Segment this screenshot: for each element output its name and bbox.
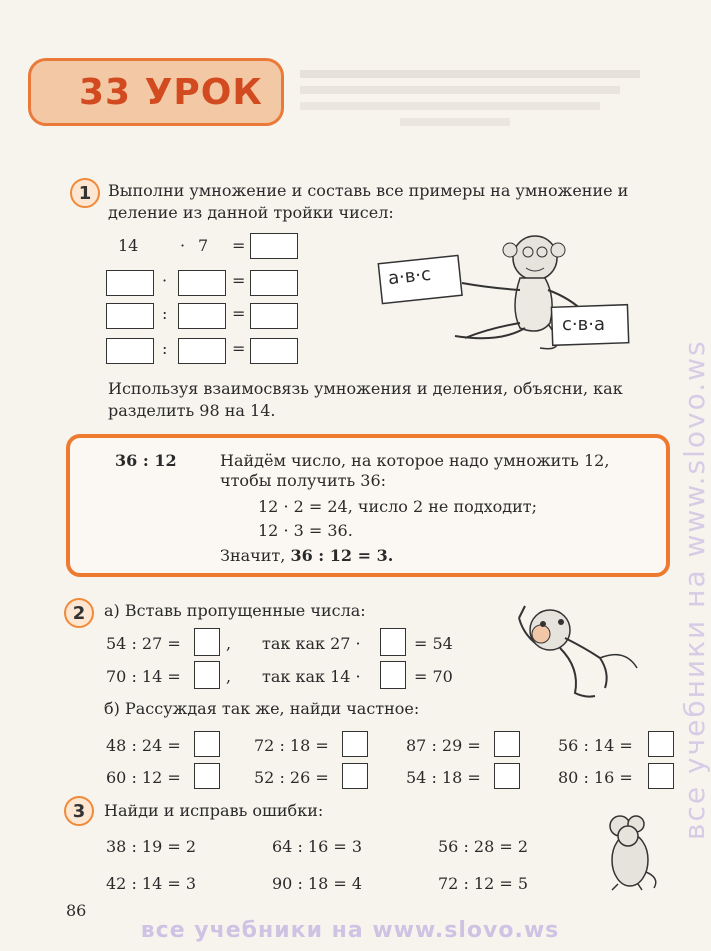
quotient-expression: 72 : 18 = [254,736,329,755]
task-1-row1-b: 7 [198,236,209,255]
task-1-number-text: 1 [78,182,92,204]
task-3-number [64,796,94,826]
quotient-expression: 60 : 12 = [106,768,181,787]
example-line2: чтобы получить 36: [220,471,387,490]
answer-box[interactable] [194,731,220,757]
operator: · [162,271,168,290]
task-1-row1-eq: = [232,236,246,255]
card-left-text: a·в·c [387,263,432,290]
operator: : [162,304,168,323]
error-equation: 38 : 19 = 2 [106,837,197,856]
answer-box[interactable] [342,763,368,789]
bottom-watermark: все учебники на www.slovo.ws [140,918,560,943]
running-monkey-illustration [505,598,645,708]
monkey-illustration [370,228,640,358]
equals-sign: = [232,304,246,323]
task-2-row1-right: = 54 [414,634,453,653]
answer-box[interactable] [178,303,226,329]
answer-box[interactable] [250,338,298,364]
comma: , [226,667,232,686]
task-1-question-line2: разделить 98 на 14. [108,401,276,420]
quotient-expression: 48 : 24 = [106,736,181,755]
task-2-number-text: 2 [72,602,86,624]
card-right-text: c·в·a [562,314,605,335]
task-1-line1: Выполни умножение и составь все примеры на умножение и [108,181,629,200]
answer-box[interactable] [250,233,298,259]
example-line1: Найдём число, на которое надо умножить 12, [220,451,610,470]
task-1-line2: деление из данной тройки чисел: [108,203,394,222]
example-conclusion-prefix: Значит, [220,546,286,565]
answer-box[interactable] [178,338,226,364]
task-1-row1-op: · [180,236,186,255]
task-3-text: Найди и исправь ошибки: [104,801,324,820]
task-2-row1-left: 54 : 27 = [106,634,181,653]
task-1-question [108,378,678,422]
quotient-expression: 87 : 29 = [406,736,481,755]
comma: , [226,634,232,653]
answer-box[interactable] [194,628,220,656]
task-1-number [70,178,100,208]
task-3-number-text: 3 [72,800,86,822]
example-expression: 36 : 12 [115,451,177,470]
error-equation: 90 : 18 = 4 [272,874,363,893]
quotient-expression: 54 : 18 = [406,768,481,787]
answer-box[interactable] [106,338,154,364]
task-2-row2-left: 70 : 14 = [106,667,181,686]
side-watermark-text: все учебники на www.slovo.ws [678,339,711,840]
side-watermark [630,120,711,840]
page-number: 86 [66,901,87,920]
example-line3: 12 · 2 = 24, число 2 не подходит; [258,497,538,516]
example-conclusion-result: 36 : 12 = 3. [290,546,394,565]
error-equation: 42 : 14 = 3 [106,874,197,893]
answer-box[interactable] [194,661,220,689]
error-equation: 64 : 16 = 3 [272,837,363,856]
error-equation: 56 : 28 = 2 [438,837,529,856]
answer-box[interactable] [178,270,226,296]
task-2-part-b: б) Рассуждая так же, найди частное: [104,699,420,718]
equals-sign: = [232,271,246,290]
task-2-part-a: а) Вставь пропущенные числа: [104,601,366,620]
task-1-text [108,180,678,224]
quotient-expression: 52 : 26 = [254,768,329,787]
task-2-row2-right: = 70 [414,667,453,686]
answer-box[interactable] [494,763,520,789]
task-1-question-line1: Используя взаимосвязь умножения и деления, объясни, как [108,379,623,398]
task-2-row1-mid: так как 27 · [262,634,361,653]
task-2-row2-mid: так как 14 · [262,667,361,686]
operator: : [162,339,168,358]
answer-box[interactable] [342,731,368,757]
equals-sign: = [232,339,246,358]
answer-box[interactable] [380,628,406,656]
answer-box[interactable] [494,731,520,757]
answer-box[interactable] [106,270,154,296]
lesson-title: 33 УРОК [79,71,263,113]
example-line4: 12 · 3 = 36. [258,521,353,540]
example-conclusion [220,545,393,567]
quotient-expression: 56 : 14 = [558,736,633,755]
bleed-through-text [300,66,660,136]
answer-box[interactable] [250,270,298,296]
task-2-number [64,598,94,628]
error-equation: 72 : 12 = 5 [438,874,529,893]
answer-box[interactable] [106,303,154,329]
lesson-header [28,58,284,126]
quotient-expression: 80 : 16 = [558,768,633,787]
answer-box[interactable] [250,303,298,329]
answer-box[interactable] [380,661,406,689]
task-1-row1-a: 14 [118,236,139,255]
answer-box[interactable] [194,763,220,789]
